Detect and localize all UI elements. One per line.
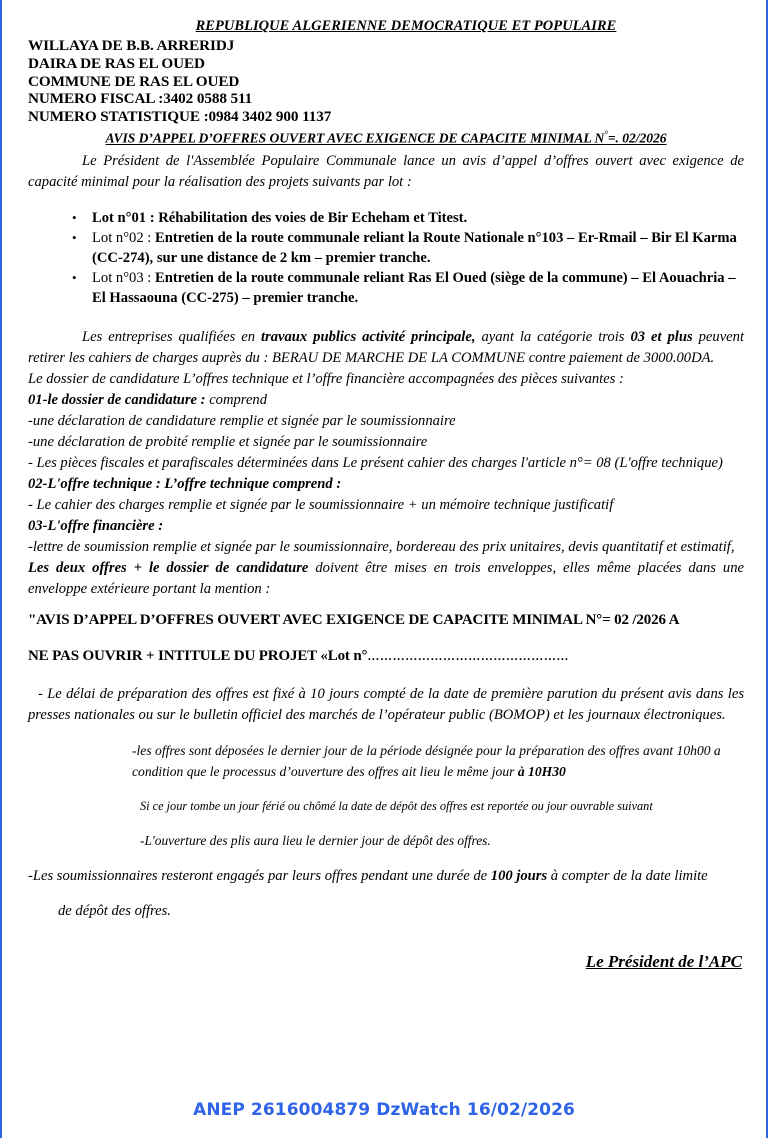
deposit-line-1-text: -les offres sont déposées le dernier jour de la période désignée pour la préparation des offres avant 10h00 a condition que le processus d’ouverture des offres ait lieu le même jour bbox=[132, 743, 721, 780]
republic-title: REPUBLIQUE ALGERIENNE DEMOCRATIQUE ET POPULAIRE bbox=[195, 18, 617, 34]
qualification-part2: ayant la catégorie trois bbox=[475, 329, 631, 346]
spacer bbox=[28, 309, 744, 327]
qualification-bold1: travaux publics activité principale, bbox=[260, 329, 476, 346]
list-item bbox=[92, 229, 744, 268]
anep-footer-text: ANEP 2616004879 DzWatch 16/02/2026 bbox=[193, 1100, 575, 1120]
signature-text: Le Président de l’APC bbox=[585, 952, 742, 972]
org-line-commune: COMMUNE DE RAS EL OUED bbox=[28, 72, 240, 90]
lot-text: Réhabilitation des voies de Bir Echeham et Titest. bbox=[158, 209, 468, 226]
deposit-time: à 10H30 bbox=[517, 764, 566, 780]
dossier-intro-line: Le dossier de candidature L’offres technique et l’offre financière accompagnées des pièces suivantes : bbox=[28, 371, 624, 388]
spacer bbox=[28, 672, 744, 684]
org-line-daira: DAIRA DE RAS EL OUED bbox=[28, 54, 205, 72]
deposit-line-3: -L'ouverture des plis aura lieu le dernier jour de dépôt des offres. bbox=[140, 833, 491, 849]
engagement-part2: à compter de la date limite bbox=[547, 867, 708, 884]
signature-line bbox=[28, 952, 744, 972]
section-01-suffix: comprend bbox=[205, 392, 268, 409]
org-line-statistic-number: NUMERO STATISTIQUE :0984 3402 900 1137 bbox=[28, 108, 332, 126]
envelopes-rest: doivent être mises en trois enveloppes, elles même placées dans une enveloppe extérieure portant la mention : bbox=[28, 560, 744, 598]
list-item bbox=[92, 209, 744, 229]
lot-label: Lot n°03 : bbox=[92, 270, 152, 287]
org-line-willaya: WILLAYA DE B.B. ARRERIDJ bbox=[28, 37, 235, 54]
qualification-part1: Les entreprises qualifiées en bbox=[82, 329, 261, 346]
document-body bbox=[2, 0, 768, 972]
delay-paragraph: - Le délai de préparation des offres est fixé à 10 jours compté de la date de première parution du présent avis dans les presses nationales ou sur le bulletin officiel des marchés de l’opérateur public (BOMOP) et les journaux électroniques. bbox=[28, 686, 744, 724]
qualification-bold2: 03 et plus bbox=[630, 329, 693, 346]
engagement-duration: 100 jours bbox=[490, 867, 548, 884]
engagement-paragraph bbox=[28, 866, 744, 887]
anep-footer bbox=[2, 1100, 766, 1120]
mention-line-1: "AVIS D’APPEL D’OFFRES OUVERT AVEC EXIGENCE DE CAPACITE MINIMAL N°= 02 /2026 A bbox=[28, 612, 680, 629]
deposit-line-2: Si ce jour tombe un jour férié ou chômé la date de dépôt des offres est reportée ou jour ouvrable suivant bbox=[140, 798, 653, 813]
section-01-item-1: -une déclaration de candidature remplie et signée par le soumissionnaire bbox=[28, 413, 456, 430]
engagement-line-2: de dépôt des offres. bbox=[58, 903, 171, 920]
section-01-heading bbox=[28, 390, 744, 411]
notice-title-text: AVIS D’APPEL D’OFFRES OUVERT AVEC EXIGENCE DE CAPACITE MINIMAL N bbox=[105, 130, 605, 146]
mention-dotted-blank: ………………………………………… bbox=[367, 649, 570, 664]
mention-line-2 bbox=[28, 640, 744, 672]
notice-title-sep: =. bbox=[607, 130, 623, 146]
section-01-title: 01-le dossier de candidature : bbox=[28, 392, 206, 409]
qualification-part3: peuvent retirer les cahiers de charges auprès du : BERAU DE MARCHE DE LA COMMUNE contre paiement de 3000.00DA. bbox=[28, 329, 745, 367]
mention-line-2-text: NE PAS OUVRIR + INTITULE DU PROJET «Lot n° bbox=[28, 648, 368, 665]
envelopes-bold: Les deux offres + le dossier de candidature bbox=[28, 560, 309, 577]
intro-paragraph: Le Président de l'Assemblée Populaire Communale lance un avis d’appel d’offres ouvert avec exigence de capacité minimal pour la réalisation des projets suivants par lot : bbox=[28, 152, 744, 190]
section-01-item-2: -une déclaration de probité remplie et signée par le soumissionnaire bbox=[28, 434, 428, 451]
envelopes-paragraph bbox=[28, 558, 744, 600]
section-01-item-3: - Les pièces fiscales et parafiscales déterminées dans Le présent cahier des charges l'article n°= 08 (L'offre technique) bbox=[28, 455, 723, 472]
org-line-fiscal-number: NUMERO FISCAL :3402 0588 511 bbox=[28, 90, 253, 108]
engagement-part1: -Les soumissionnaires resteront engagés par leurs offres pendant une durée de bbox=[28, 867, 491, 884]
lot-text: Entretien de la route communale reliant Ras El Oued (siège de la commune) – El Aouachria – El Hassaouna (CC-275) – premier tranche. bbox=[92, 270, 736, 306]
lots-list bbox=[28, 209, 744, 309]
section-03-heading: 03-L'offre financière : bbox=[28, 518, 164, 535]
lot-label: Lot n°02 : bbox=[92, 230, 152, 247]
notice-title bbox=[28, 129, 744, 147]
section-02-item-1: - Le cahier des charges remplie et signée par le soumissionnaire + un mémoire technique justificatif bbox=[28, 497, 614, 514]
degree-sign-icon: ° bbox=[604, 128, 608, 139]
section-03-item-1: -lettre de soumission remplie et signée par le soumissionnaire, bordereau des prix unitaires, devis quantitatif et estimatif, bbox=[28, 539, 735, 556]
lot-text: Entretien de la route communale reliant la Route Nationale n°103 – Er-Rmail – Bir El Karma (CC-274), sur une distance de 2 km – premier tranche. bbox=[92, 230, 737, 266]
list-item bbox=[92, 269, 744, 308]
section-02-heading: 02-L'offre technique : L’offre technique comprend : bbox=[28, 476, 342, 493]
lot-label: Lot n°01 : bbox=[92, 209, 155, 226]
notice-reference: 02/2026 bbox=[622, 130, 667, 146]
qualification-paragraph bbox=[28, 327, 744, 369]
deposit-line-1 bbox=[132, 740, 744, 782]
